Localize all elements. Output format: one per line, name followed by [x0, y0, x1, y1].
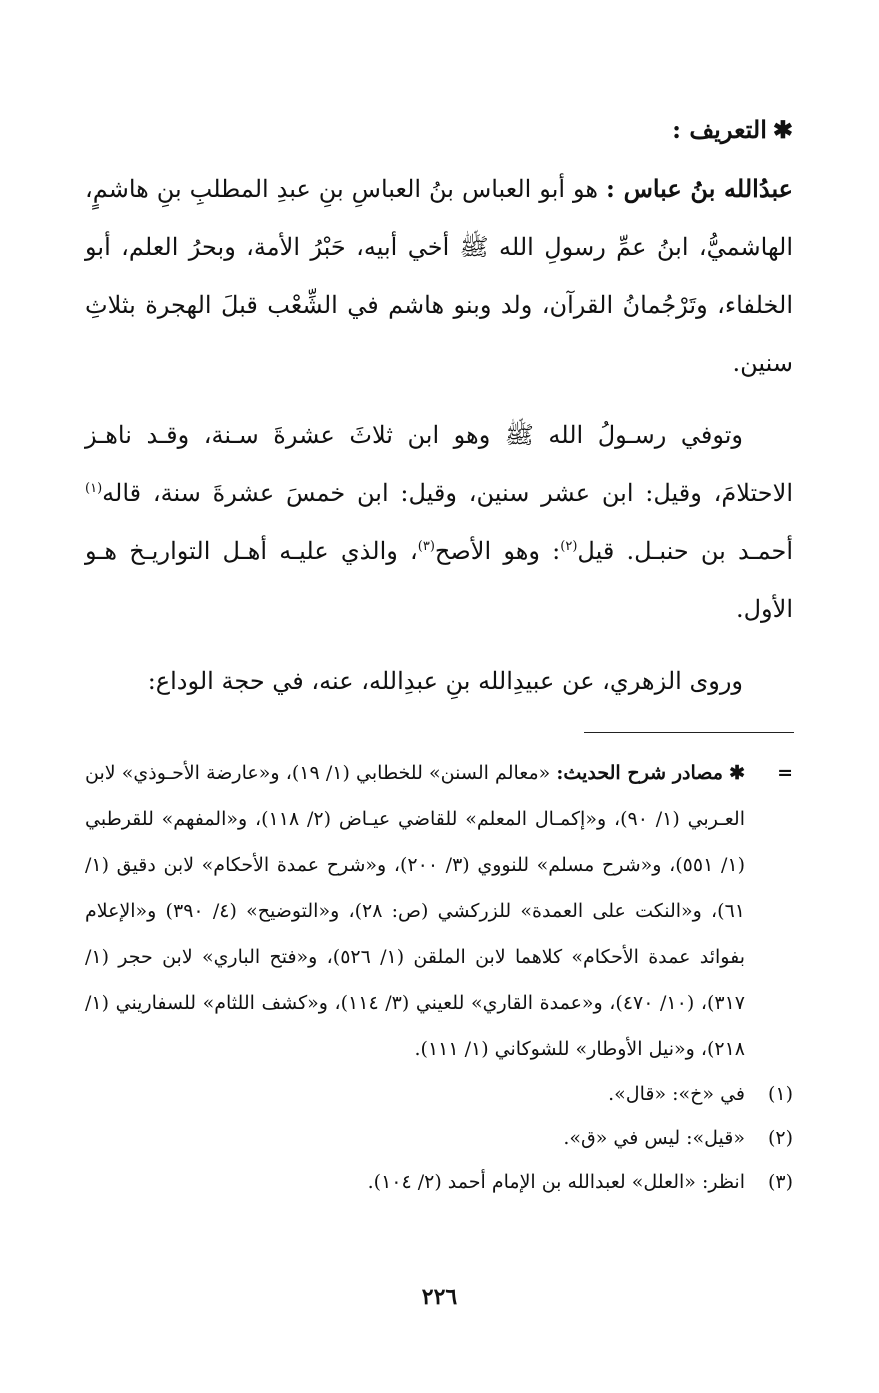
sources-text	[85, 750, 745, 1072]
section-title: التعريف :	[672, 115, 767, 144]
death-text-c: : وهو الأصح	[434, 537, 561, 565]
narration-text: وروى الزهري، عن عبيدِالله بنِ عبدِالله، عنه، في حجة الوداع:	[147, 667, 743, 695]
death-text-a: وتوفي رسـولُ الله ﷺ وهو ابن ثلاثَ عشرةَ سـنة، وقـد ناهـز الاحتلامَ، وقيل: ابن عشر سنين، وقيل: ابن خمسَ عشرةَ سنة، قاله	[85, 421, 793, 507]
section-heading	[85, 110, 793, 150]
death-text-b: أحمـد بن حنبـل. قيل	[577, 537, 794, 565]
footnote-ref-3: (٣)	[417, 539, 435, 554]
footnote-ref-2: (٢)	[560, 539, 578, 554]
footnote-number: (١)	[767, 1083, 793, 1105]
footnote-ref-1: (١)	[85, 481, 103, 496]
star-icon: ✱	[729, 762, 746, 784]
paragraph-narration	[85, 652, 793, 710]
footnote-number: (٣)	[767, 1171, 793, 1193]
footnote-item	[85, 1072, 793, 1116]
death-text-d: ، والذي عليـه أهـل التواريـخ هـو الأول.	[85, 537, 793, 623]
continuation-marker: =	[777, 762, 793, 784]
biography-text: هو أبو العباس بنُ العباسِ بنِ عبدِ المطلبِ بنِ هاشمٍ، الهاشميُّ، ابنُ عمِّ رسولِ الله ﷺ أخي أبيه، حَبْرُ الأمة، وبحرُ العلم، أبو الخلفاء، وتَرْجُمانُ القرآن، ولد وبنو هاشم في الشِّعْب قبلَ الهجرة بثلاثِ سنين.	[85, 175, 793, 377]
person-name: عبدُالله بنُ عباس :	[606, 174, 794, 203]
sources-label: مصادر شرح الحديث:	[556, 762, 723, 784]
footnote-text: «قيل»: ليس في «ق».	[563, 1127, 745, 1149]
footnote-item	[85, 1116, 793, 1160]
footnote-text: انظر: «العلل» لعبدالله بن الإمام أحمد (٢/ ١٠٤).	[367, 1171, 745, 1193]
paragraph-biography	[85, 160, 793, 392]
footnotes	[85, 750, 793, 1204]
footnote-item	[85, 1160, 793, 1204]
paragraph-death	[85, 406, 793, 638]
main-text	[85, 110, 793, 724]
sources-list: «معالم السنن» للخطابي (١/ ١٩)، و«عارضة الأحـوذي» لابن العـربي (١/ ٩٠)، و«إكمـال المعلم» للقاضي عيـاض (٢/ ١١٨)، و«المفهم» للقرطبي (١/ ٥٥١)، و«شرح مسلم» للنووي (٣/ ٢٠٠)، و«شرح عمدة الأحكام» لابن دقيق (١/ ٦١)، و«النكت على العمدة» للزركشي (ص: ٢٨)، و«التوضيح» (٤/ ٣٩٠) و«الإعلام بفوائد عمدة الأحكام» كلاهما لابن الملقن (١/ ٥٢٦)، و«فتح الباري» لابن حجر (١/ ٣١٧)، (١٠/ ٤٧٠)، و«عمدة القاري» للعيني (٣/ ١١٤)، و«كشف اللثام» للسفاريني (١/ ٢١٨)، و«نيل الأوطار» للشوكاني (١/ ١١١).	[85, 762, 746, 1060]
footnote-text: في «خ»: «قال».	[608, 1083, 745, 1105]
star-icon: ✱	[772, 115, 793, 144]
page-number: ٢٢٦	[421, 1284, 458, 1310]
sources-footnote	[85, 750, 793, 1072]
footnote-divider	[584, 732, 794, 733]
footnote-number: (٢)	[767, 1127, 793, 1149]
